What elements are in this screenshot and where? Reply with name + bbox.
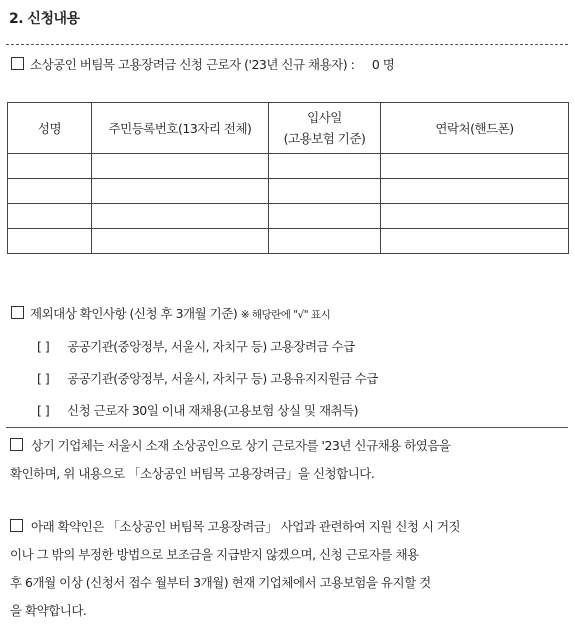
exclusion-item-label: 공공기관(중앙정부, 서울시, 자치구 등) 고용유지지원금 수급 [67, 371, 378, 386]
checkbox[interactable] [10, 519, 23, 532]
table-cell[interactable] [269, 229, 381, 254]
check-bracket[interactable]: [ ] [37, 371, 50, 386]
table-cell[interactable] [92, 179, 269, 204]
header-resident-number: 주민등록번호(13자리 전체) [92, 103, 269, 154]
table-cell[interactable] [381, 229, 569, 254]
exclusion-item-label: 신청 근로자 30일 이내 재채용(고용보험 상실 및 재취득) [67, 403, 359, 418]
header-name: 성명 [8, 103, 92, 154]
table-cell[interactable] [381, 179, 569, 204]
table-cell[interactable] [8, 204, 92, 229]
pledge-line: 이나 그 밖의 부정한 방법으로 보조금을 지급받지 않겠으며, 신청 근로자를 채용 [10, 547, 419, 562]
table-cell[interactable] [269, 179, 381, 204]
table-cell[interactable] [269, 204, 381, 229]
dashed-divider [6, 44, 568, 45]
solid-divider [6, 427, 568, 428]
applicant-count-row [11, 55, 394, 73]
exclusion-heading [11, 304, 330, 322]
applicant-count-value: 0 명 [371, 57, 395, 72]
table-cell[interactable] [381, 154, 569, 179]
header-hire-date: 입사일 (고용보험 기준) [269, 103, 381, 154]
pledge-paragraph [10, 513, 566, 625]
confirmation-line: 확인하며, 위 내용으로 「소상공인 버팀목 고용장려금」을 신청합니다. [10, 466, 375, 481]
check-bracket[interactable]: [ ] [37, 339, 50, 354]
exclusion-title: 제외대상 확인사항 (신청 후 3개월 기준) [30, 306, 238, 321]
table-cell[interactable] [8, 154, 92, 179]
table-cell[interactable] [92, 204, 269, 229]
table-cell[interactable] [8, 229, 92, 254]
exclusion-item [37, 369, 378, 387]
table-cell[interactable] [92, 154, 269, 179]
exclusion-item-label: 공공기관(중앙정부, 서울시, 자치구 등) 고용장려금 수급 [67, 339, 355, 354]
checkbox[interactable] [11, 306, 24, 319]
section-title: 2. 신청내용 [9, 11, 80, 27]
table-cell[interactable] [381, 204, 569, 229]
table-row [8, 179, 569, 204]
exclusion-item [37, 401, 358, 419]
table-cell[interactable] [92, 229, 269, 254]
table-row [8, 154, 569, 179]
table-cell[interactable] [8, 179, 92, 204]
confirmation-paragraph [10, 432, 566, 488]
checkbox[interactable] [11, 57, 24, 70]
table-cell[interactable] [269, 154, 381, 179]
check-bracket[interactable]: [ ] [37, 403, 50, 418]
exclusion-item [37, 337, 355, 355]
pledge-line: 후 6개월 이상 (신청서 접수 월부터 3개월) 현재 기업체에서 고용보험을 유지할 것 [10, 575, 431, 590]
pledge-line: 아래 확약인은 「소상공인 버팀목 고용장려금」 사업과 관련하여 지원 신청 시 거짓 [31, 519, 461, 534]
checkbox[interactable] [10, 438, 23, 451]
exclusion-note: ※ 해당란에 "√" 표시 [240, 309, 331, 321]
header-contact: 연락처(핸드폰) [381, 103, 569, 154]
applicant-table [7, 102, 569, 254]
applicant-count-label: 소상공인 버팀목 고용장려금 신청 근로자 ('23년 신규 채용자) : [30, 57, 355, 72]
table-row [8, 204, 569, 229]
table-header-row [8, 103, 569, 154]
pledge-line: 을 확약합니다. [10, 603, 87, 618]
confirmation-line: 상기 기업체는 서울시 소재 소상공인으로 상기 근로자를 '23년 신규채용 하였음을 [31, 438, 451, 453]
table-row [8, 229, 569, 254]
